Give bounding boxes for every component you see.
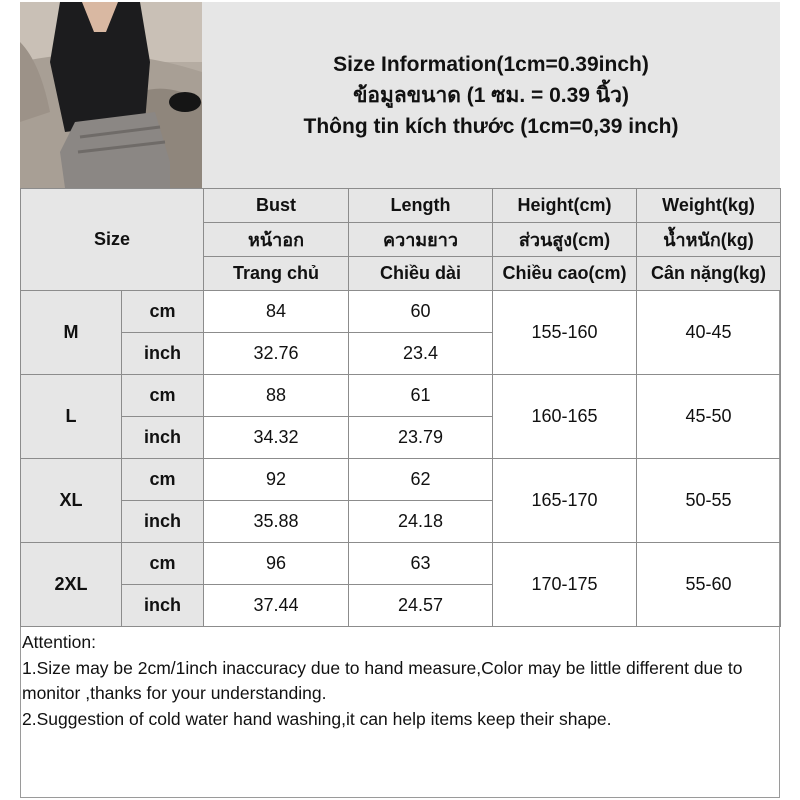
header-height: Height(cm) [493,189,637,223]
header-height-vietnamese: Chiều cao(cm) [493,257,637,291]
height-range: 170-175 [493,543,637,627]
unit-inch: inch [122,333,204,375]
length-inch: 24.57 [349,585,493,627]
weight-range: 45-50 [637,375,781,459]
header-length-thai: ความยาว [349,223,493,257]
height-range: 165-170 [493,459,637,543]
unit-cm: cm [122,291,204,333]
size-info-title-panel [202,2,780,188]
header-length-vietnamese: Chiều dài [349,257,493,291]
length-cm: 63 [349,543,493,585]
size-table [20,188,781,627]
table-row [21,291,781,333]
attention-notes [22,630,778,732]
title-english: Size Information(1cm=0.39inch) [333,52,649,76]
product-photo [20,2,202,188]
bust-inch: 32.76 [204,333,349,375]
size-header: Size [21,189,204,291]
header-weight-vietnamese: Cân nặng(kg) [637,257,781,291]
bust-inch: 34.32 [204,417,349,459]
note-item: 1.Size may be 2cm/1inch inaccuracy due to hand measure,Color may be little different due to monitor ,thanks for your understanding. [22,657,743,703]
header-bust: Bust [204,189,349,223]
title-vietnamese: Thông tin kích thước (1cm=0,39 inch) [303,114,679,138]
height-range: 160-165 [493,375,637,459]
unit-inch: inch [122,417,204,459]
length-inch: 23.79 [349,417,493,459]
weight-range: 50-55 [637,459,781,543]
bust-inch: 37.44 [204,585,349,627]
bust-cm: 92 [204,459,349,501]
bust-inch: 35.88 [204,501,349,543]
unit-cm: cm [122,459,204,501]
note-item: 2.Suggestion of cold water hand washing,it can help items keep their shape. [22,708,612,729]
header-weight-thai: น้ำหนัก(kg) [637,223,781,257]
table-row [21,459,781,501]
length-cm: 61 [349,375,493,417]
length-cm: 62 [349,459,493,501]
table-row [21,375,781,417]
bust-cm: 96 [204,543,349,585]
notes-heading: Attention: [22,632,96,652]
weight-range: 40-45 [637,291,781,375]
length-inch: 24.18 [349,501,493,543]
unit-inch: inch [122,501,204,543]
length-inch: 23.4 [349,333,493,375]
title-thai: ข้อมูลขนาด (1 ซม. = 0.39 นิ้ว) [353,83,629,107]
size-name: M [21,291,122,375]
header-area [20,2,780,188]
size-name: XL [21,459,122,543]
unit-cm: cm [122,543,204,585]
table-row [21,543,781,585]
size-name: 2XL [21,543,122,627]
unit-inch: inch [122,585,204,627]
unit-cm: cm [122,375,204,417]
height-range: 155-160 [493,291,637,375]
size-name: L [21,375,122,459]
weight-range: 55-60 [637,543,781,627]
header-length: Length [349,189,493,223]
header-bust-vietnamese: Trang chủ [204,257,349,291]
length-cm: 60 [349,291,493,333]
bust-cm: 84 [204,291,349,333]
header-height-thai: ส่วนสูง(cm) [493,223,637,257]
header-bust-thai: หน้าอก [204,223,349,257]
model-photo-illustration [20,2,202,188]
bust-cm: 88 [204,375,349,417]
header-weight: Weight(kg) [637,189,781,223]
